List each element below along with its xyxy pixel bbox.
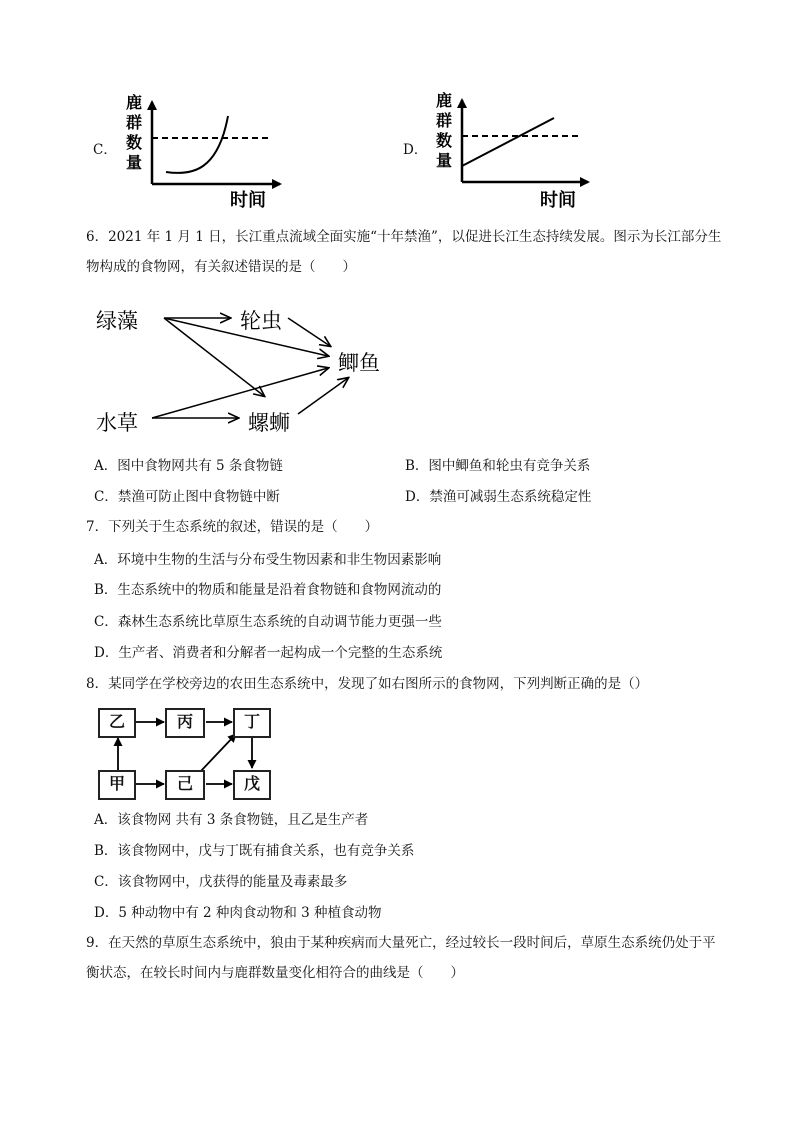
q8-node-yi: 乙 [98, 708, 136, 738]
q7-option-a: A．环境中生物的生活与分布受生物因素和非生物因素影响 [94, 552, 442, 568]
q8-option-b: B．该食物网中，戊与丁既有捕食关系，也有竞争关系 [94, 843, 415, 859]
q7-option-b: B．生态系统中的物质和能量是沿着食物链和食物网流动的 [94, 582, 442, 598]
q8-option-d: D．5 种动物中有 2 种肉食动物和 3 种植食动物 [94, 905, 382, 921]
node-water-grass: 水草 [96, 411, 138, 435]
q8-node-bing: 丙 [165, 708, 205, 738]
graph-c [118, 88, 298, 213]
node-green-algae: 绿藻 [96, 309, 138, 333]
graph-c-ylabel-char: 群 [126, 113, 143, 132]
graph-c-xlabel: 时间 [230, 190, 266, 211]
graph-c-curve [166, 116, 228, 173]
q7-option-c: C．森林生态系统比草原生态系统的自动调节能力更强一些 [94, 614, 442, 630]
graph-d-option-label: D． [403, 142, 428, 158]
q6-option-c: C．禁渔可防止图中食物链中断 [94, 489, 280, 505]
q8-node-ding: 丁 [233, 708, 271, 738]
graph-d-ylabel-char: 量 [436, 151, 453, 170]
graph-c-ylabel [126, 93, 148, 172]
q6-option-a: A．图中食物网共有 5 条食物链 [94, 458, 283, 474]
node-rotifer: 轮虫 [240, 309, 282, 333]
graph-d-ylabel-char: 鹿 [436, 91, 453, 110]
q7-stem: 7．下列关于生态系统的叙述，错误的是（ ） [86, 519, 379, 535]
q9-stem: 9．在天然的草原生态系统中，狼由于某种疾病而大量死亡，经过较长一段时间后，草原生态系统仍处于平衡状态，在较长时间内与鹿群数量变化相符合的曲线是（ ） [86, 935, 716, 981]
node-snail: 螺蛳 [248, 411, 290, 435]
q8-option-a: A．该食物网 共有 3 条食物链，且乙是生产者 [94, 812, 369, 828]
graph-d-ylabel-char: 群 [436, 111, 453, 130]
q6-food-web [92, 296, 392, 441]
q8-option-c: C．该食物网中，戊获得的能量及毒素最多 [94, 874, 348, 890]
graph-d-line [462, 118, 554, 166]
graph-c-option-label: C． [93, 142, 117, 158]
arrow-snail-crucian [298, 378, 348, 414]
graph-c-ylabel-char: 量 [126, 153, 143, 172]
arrow-ji-ding [200, 734, 236, 772]
arrow-rotifer-crucian [288, 318, 330, 346]
q6-option-b: B．图中鲫鱼和轮虫有竞争关系 [405, 458, 591, 474]
graph-c-ylabel-char: 数 [126, 133, 143, 152]
q6-option-d: D．禁渔可减弱生态系统稳定性 [405, 489, 592, 505]
q7-option-d: D．生产者、消费者和分解者一起构成一个完整的生态系统 [94, 645, 443, 661]
graph-d-ylabel [436, 91, 458, 170]
q8-node-ji: 己 [165, 770, 205, 800]
graph-d-xlabel: 时间 [540, 190, 576, 211]
graph-d-ylabel-char: 数 [436, 131, 453, 150]
q8-node-wu: 戊 [233, 770, 271, 800]
node-crucian-carp: 鲫鱼 [338, 351, 380, 375]
q8-node-jia: 甲 [98, 770, 136, 800]
q6-stem: 6．2021 年 1 月 1 日，长江重点流域全面实施“十年禁渔”，以促进长江生态持续发展。图示为长江部分生物构成的食物网，有关叙述错误的是（ ） [86, 229, 722, 275]
q8-stem: 8．某同学在学校旁边的农田生态系统中，发现了如右图所示的食物网，下列判断正确的是（） [86, 676, 649, 692]
graph-c-ylabel-char: 鹿 [126, 93, 143, 112]
graph-d [428, 88, 608, 213]
